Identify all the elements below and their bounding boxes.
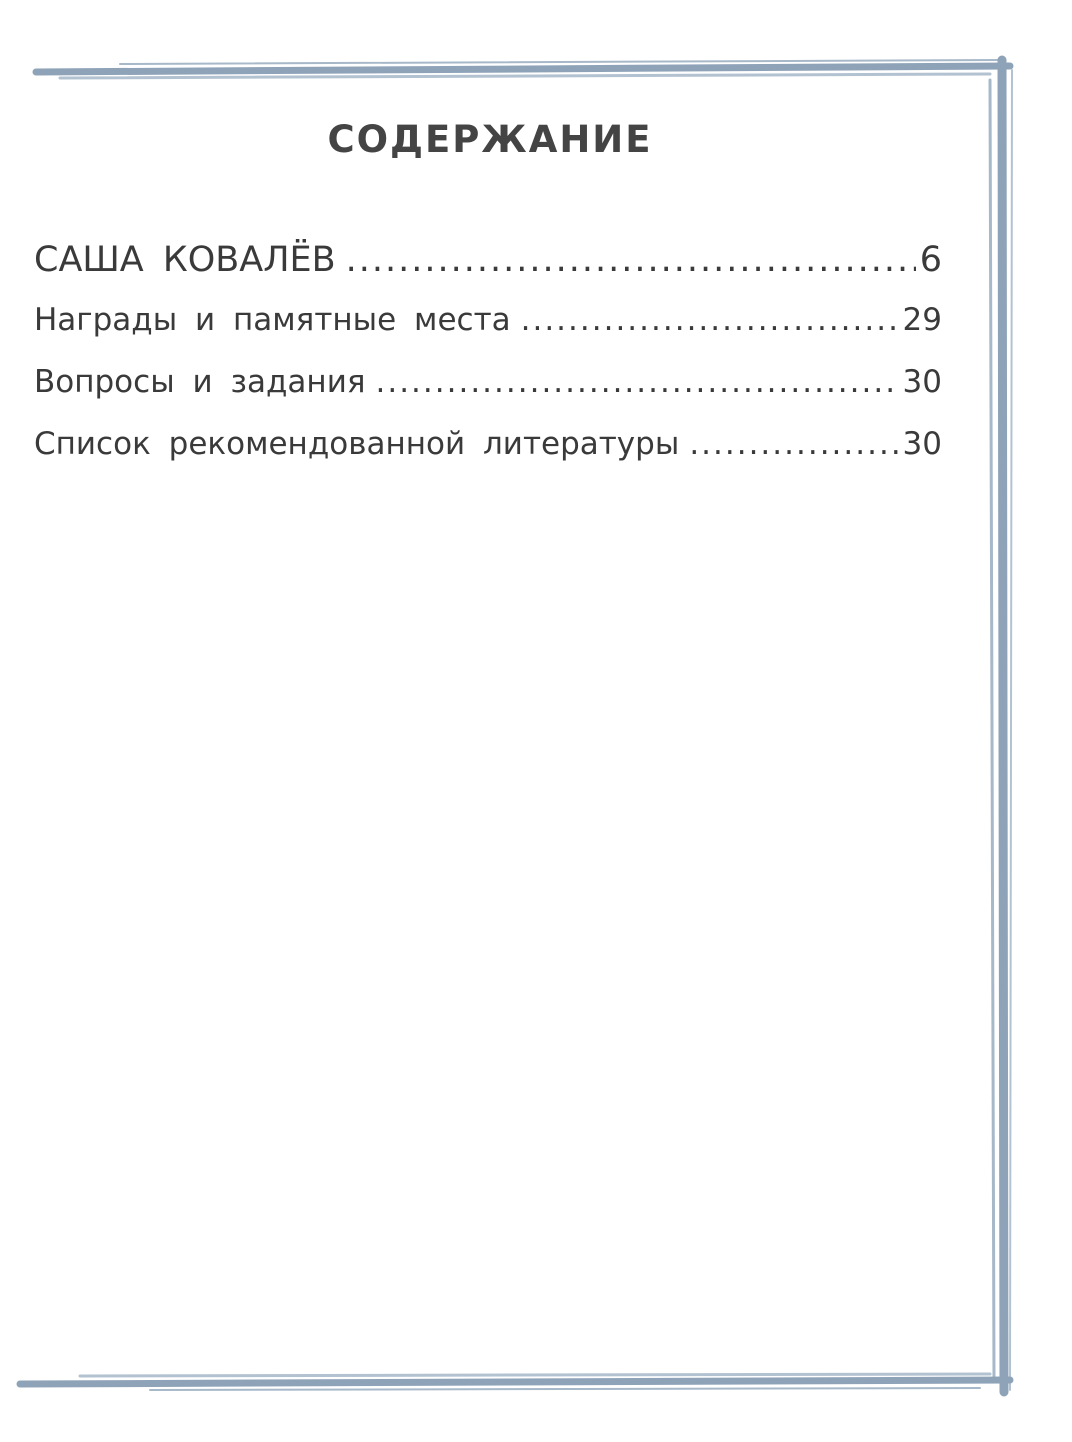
dot-leader — [521, 302, 899, 338]
toc-entry-page: 6 — [919, 240, 942, 280]
toc-entry-page: 30 — [902, 426, 942, 462]
toc-entry-awards[interactable] — [34, 302, 942, 364]
toc-entry-questions[interactable] — [34, 364, 942, 426]
page-title: СОДЕРЖАНИЕ — [327, 118, 653, 161]
frame-bottom-stroke — [20, 1380, 1010, 1384]
dot-leader — [346, 240, 916, 280]
frame-right-stroke-2 — [990, 80, 994, 1380]
dot-leader — [376, 364, 899, 400]
dot-leader — [689, 426, 898, 462]
frame-right-stroke — [1002, 60, 1004, 1392]
frame-top-stroke-2 — [60, 74, 990, 78]
frame-bottom-stroke-3 — [150, 1388, 980, 1390]
toc-entry-label: Награды и памятные места — [34, 302, 511, 338]
toc-entry-label: Список рекомендованной литературы — [34, 426, 680, 462]
toc-entry-label: Вопросы и задания — [34, 364, 366, 400]
toc-entry-label: САША КОВАЛЁВ — [34, 240, 336, 280]
table-of-contents — [34, 240, 942, 488]
frame-bottom-stroke-2 — [80, 1374, 990, 1376]
toc-entry-literature[interactable] — [34, 426, 942, 488]
frame-right-stroke-3 — [1010, 70, 1012, 1390]
toc-entry-page: 29 — [902, 302, 942, 338]
toc-entry-sasha-kovalev[interactable] — [34, 240, 942, 302]
toc-entry-page: 30 — [902, 364, 942, 400]
frame-top-stroke — [36, 66, 1010, 72]
